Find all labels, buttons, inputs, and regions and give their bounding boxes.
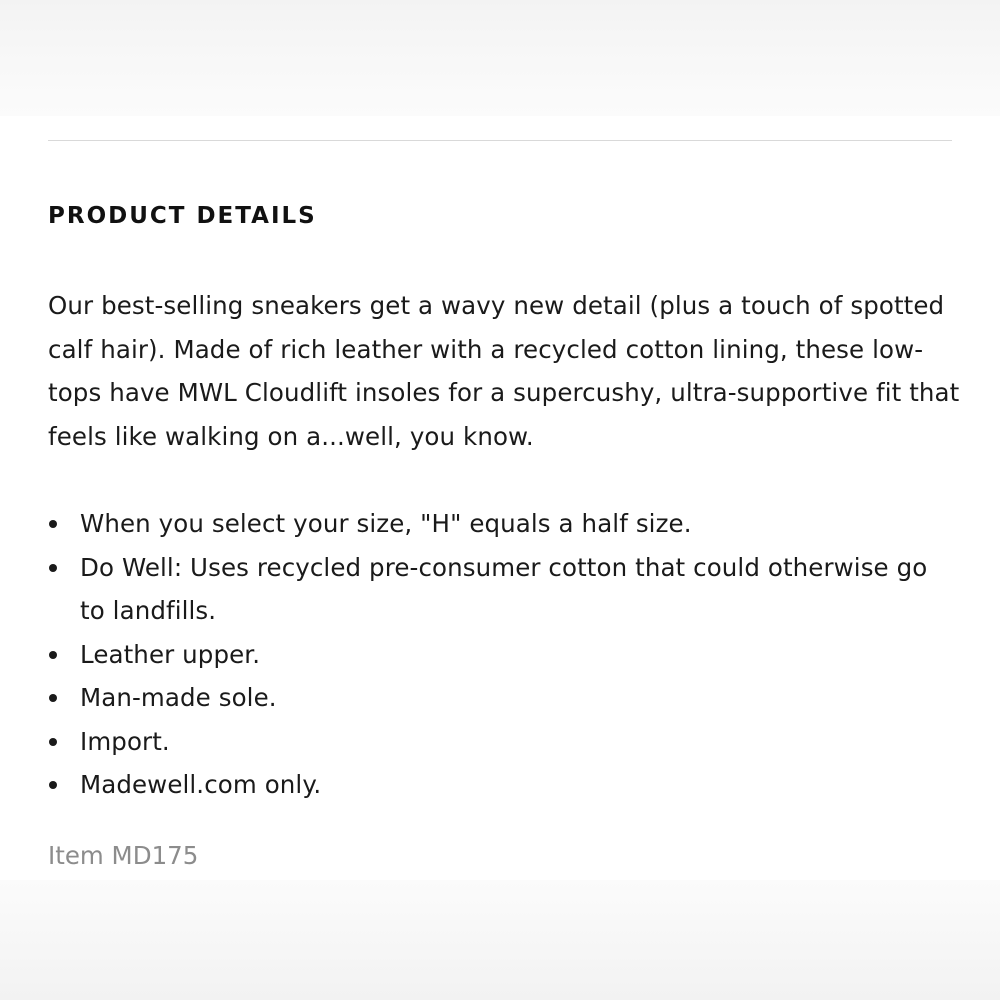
feature-list-item xyxy=(48,502,948,546)
feature-list xyxy=(48,502,948,807)
bullet-icon xyxy=(49,564,57,572)
section-divider xyxy=(48,140,952,141)
product-description: Our best-selling sneakers get a wavy new detail (plus a touch of spotted calf hair). Made of rich leather with a recycled cotton lining, these low-tops have MWL Cloudlift insoles for a supercushy, ultra-supportive fit that feels like walking on a...well, you know. xyxy=(48,291,960,451)
feature-text: Do Well: Uses recycled pre-consumer cotton that could otherwise go to landfills. xyxy=(80,552,928,625)
feature-text: Import. xyxy=(80,726,170,756)
feature-list-item xyxy=(48,763,948,807)
feature-text: Madewell.com only. xyxy=(80,770,322,799)
feature-list-item xyxy=(48,676,948,720)
feature-list-item xyxy=(48,633,948,677)
feature-text: Man-made sole. xyxy=(80,683,277,712)
product-details-heading: PRODUCT DETAILS xyxy=(48,203,317,229)
bullet-icon xyxy=(49,520,57,528)
bottom-background-band xyxy=(0,880,1000,1000)
feature-text: When you select your size, "H" equals a half size. xyxy=(80,509,692,538)
feature-list-item xyxy=(48,546,948,633)
item-number: Item MD175 xyxy=(48,841,199,870)
bullet-icon xyxy=(49,738,57,746)
bullet-icon xyxy=(49,651,57,659)
bullet-icon xyxy=(49,694,57,702)
feature-text: Leather upper. xyxy=(80,639,261,669)
feature-list-item xyxy=(48,720,948,764)
top-background-band xyxy=(0,0,1000,116)
bullet-icon xyxy=(49,781,57,789)
